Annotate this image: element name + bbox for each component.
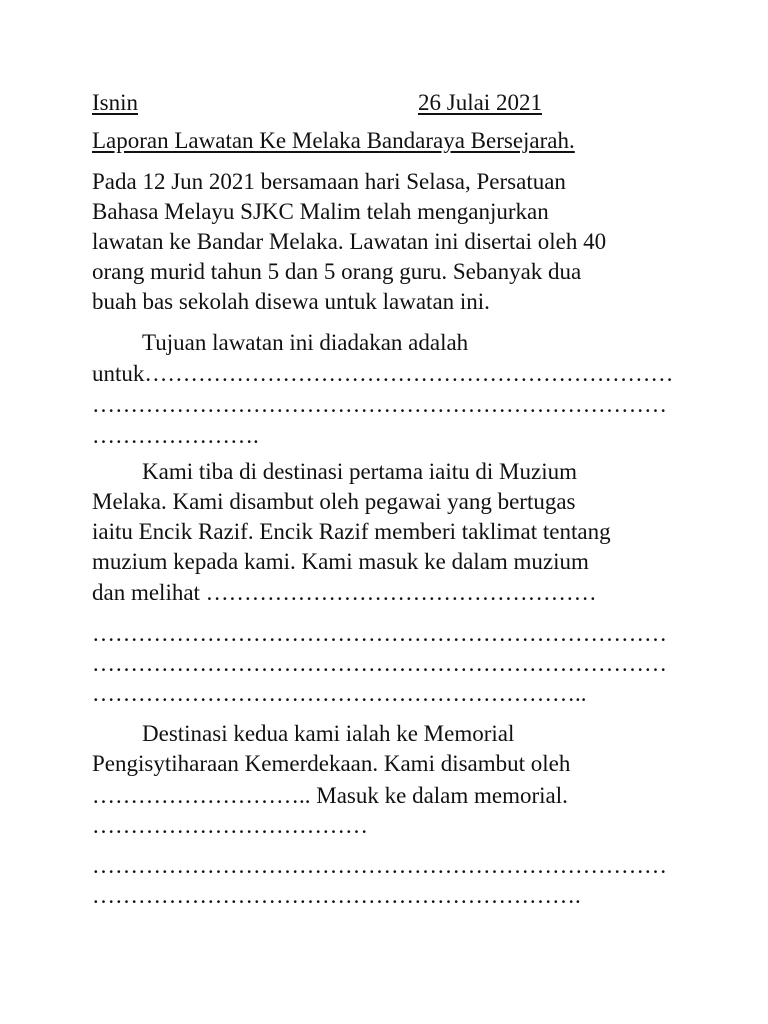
p1-line-5: buah bas sekolah disewa untuk lawatan ini.	[92, 289, 490, 314]
p4-line-6: ……………………………………………………….	[92, 883, 581, 908]
p1-line-2: Bahasa Melayu SJKC Malim telah menganjurkan	[92, 199, 549, 224]
p1-line-4: orang murid tahun 5 dan 5 orang guru. Sebanyak dua	[92, 259, 582, 284]
p2-line-4: ………………….	[92, 423, 259, 448]
p3-line-5: dan melihat ……………………………………………	[92, 580, 597, 605]
p4-line-4: ………………………………	[92, 813, 368, 838]
p3-line-6: …………………………………………………………………	[92, 621, 667, 646]
p3-line-2: Melaka. Kami disambut oleh pegawai yang bertugas	[92, 489, 576, 514]
p4-line-5: …………………………………………………………………	[92, 853, 667, 878]
p4-line-1: Destinasi kedua kami ialah ke Memorial	[142, 721, 515, 746]
p1-line-3: lawatan ke Bandar Melaka. Lawatan ini disertai oleh 40	[92, 229, 607, 254]
p2-line-1: Tujuan lawatan ini diadakan adalah	[142, 330, 469, 355]
p2-line-2: untuk……………………………………………………………	[92, 361, 674, 386]
report-title: Laporan Lawatan Ke Melaka Bandaraya Bersejarah.	[92, 128, 575, 153]
p1-line-1: Pada 12 Jun 2021 bersamaan hari Selasa, Persatuan	[92, 169, 566, 194]
p3-line-8: ………………………………………………………..	[92, 681, 587, 706]
p4-line-2: Pengisytiharaan Kemerdekaan. Kami disambut oleh	[92, 751, 571, 776]
date-label: 26 Julai 2021	[418, 90, 542, 115]
p3-line-1: Kami tiba di destinasi pertama iaitu di Muzium	[142, 459, 577, 484]
p2-line-3: …………………………………………………………………	[92, 392, 667, 417]
day-label: Isnin	[92, 90, 138, 115]
p3-line-7: …………………………………………………………………	[92, 651, 667, 676]
p3-line-3: iaitu Encik Razif. Encik Razif memberi taklimat tentang	[92, 519, 611, 544]
p3-line-4: muzium kepada kami. Kami masuk ke dalam muzium	[92, 549, 589, 574]
p4-line-3: ……………………….. Masuk ke dalam memorial.	[92, 783, 568, 808]
